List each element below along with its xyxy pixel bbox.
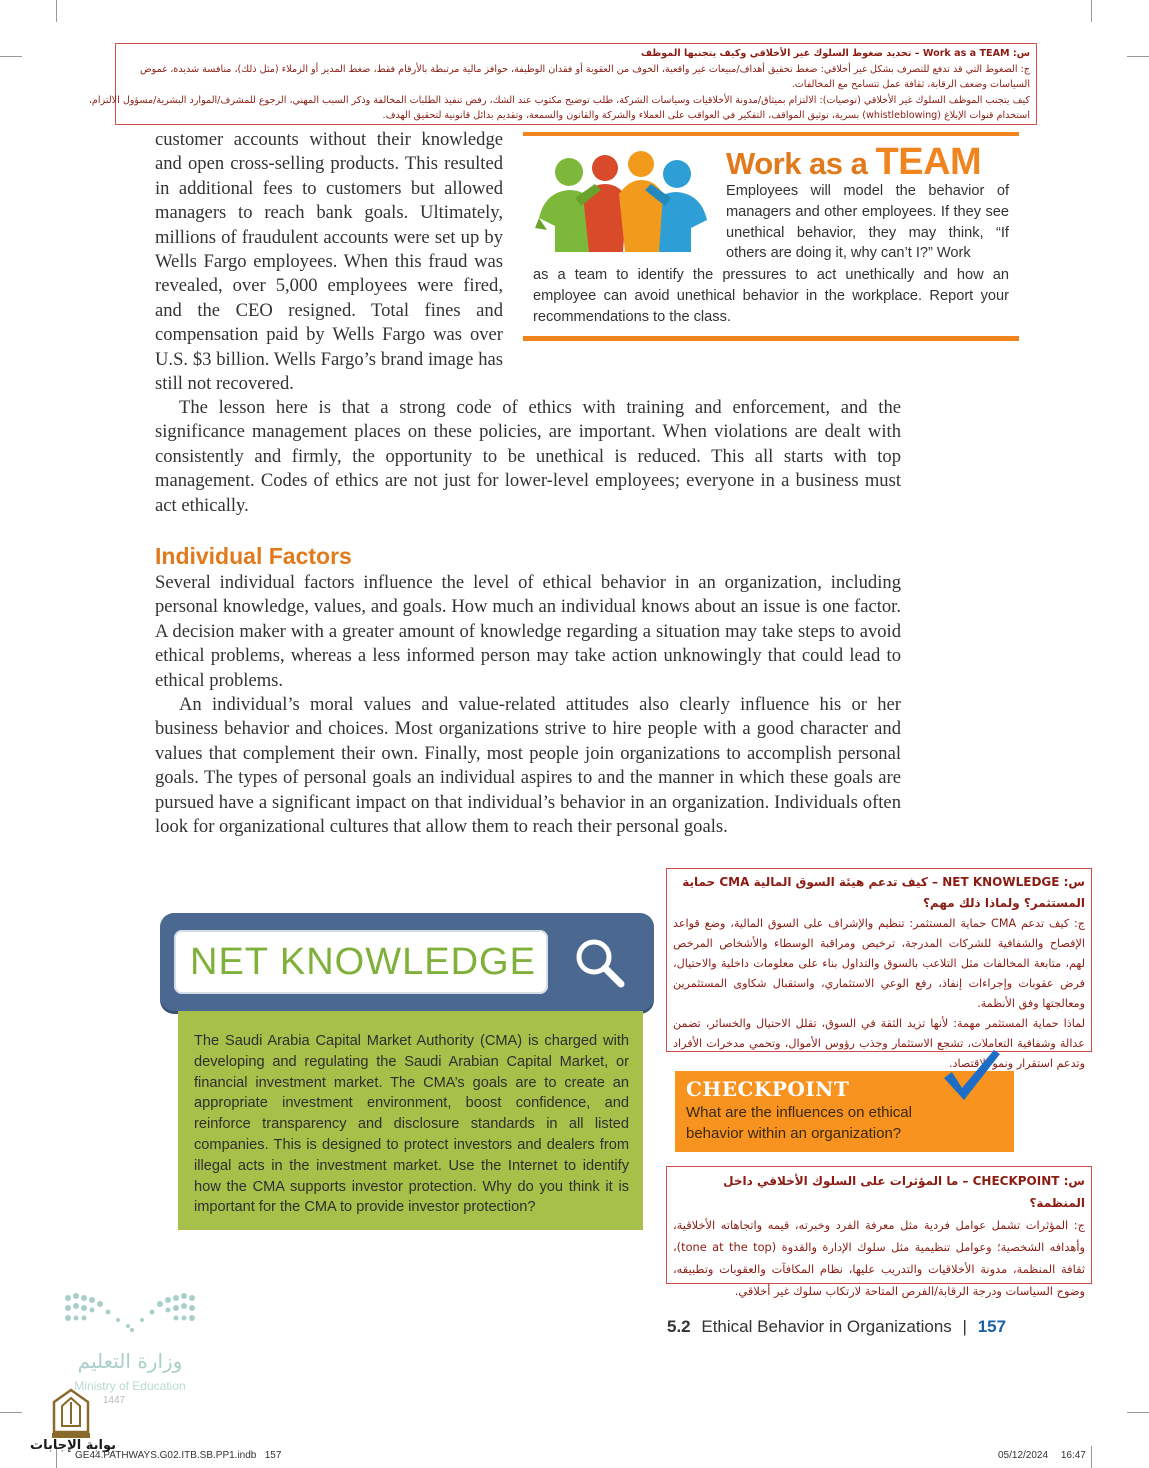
team-answer-note — [88, 43, 1037, 125]
checkpoint-answer-note — [666, 1166, 1092, 1298]
team-box-bottom-rule — [523, 336, 1019, 341]
search-input-text: NET KNOWLEDGE — [190, 941, 536, 983]
crop-mark — [1091, 1446, 1092, 1468]
ministry-year: 1447 — [102, 1395, 126, 1406]
section-heading: Individual Factors — [155, 543, 352, 569]
page-footer — [667, 1316, 1006, 1338]
checkpoint-title: CHECKPOINT — [686, 1077, 850, 1101]
team-box-text-bottom: as a team to identify the pressures to act unethically and how an employee can avoid unethical behavior in the workplace. Report your recommendations to the class. — [533, 267, 1009, 325]
team-box-title — [726, 141, 982, 183]
individual-paragraph-2: An individual’s moral values and value-related attitudes also clearly influence his or her business behavior and choices. Most organizations strive to hire people with a good character and values that complement their own. Finally, most people join organizations to accomplish personal goals. The types of personal goals an individual aspires to and the manner in which these goals are pursued have a significant impact on that individual’s behavior in an organization. Individuals often look for organizational cultures that allow them to reach their personal goals. — [155, 694, 901, 838]
crop-mark — [1127, 1412, 1149, 1413]
net-knowledge-search-bar — [160, 913, 654, 1011]
checkmark-icon — [940, 1048, 1002, 1104]
crop-mark — [56, 0, 57, 22]
footer-section: 5.2 — [667, 1317, 691, 1336]
page-number: 157 — [977, 1317, 1007, 1336]
ministry-name-english: Ministry of Education — [74, 1379, 186, 1393]
footer-title: Ethical Behavior in Organizations — [701, 1317, 952, 1336]
team-box — [523, 132, 1019, 344]
footer-separator: | — [962, 1317, 967, 1336]
note-answer: ج: كيف تدعم CMA حماية المستثمر: تنظيم والإشراف على السوق المالية، وضع قواعد الإفصاح والشفافية للشركات المدرجة، ترخيص ومراقبة الوسطاء والأشخاص المرخص لهم، متابعة المخالفات مثل التلاعب بالسوق والتداول بناء على معلومات داخلية والاحتيال، فرض عقوبات وإجراءات إنفاذ، رفع الوعي الاستثماري، واستقبال شكاوى المستثمرين ومعالجتها وفق الأنظمة. — [673, 917, 1085, 1010]
print-time: 16:47 — [1060, 1450, 1086, 1461]
watermark-text: بوابة الإجابات — [30, 1438, 116, 1453]
team-title-work: Work as a — [726, 146, 876, 181]
checkpoint-question: What are the influences on ethical behavior within an organization? — [686, 1104, 912, 1142]
note-answer: لماذا حماية المستثمر مهمة: لأنها تزيد الثقة في السوق، تقلل الاحتيال والخسائر، تضمن عدالة وشفافية التعاملات، تشجع الاستثمار وجذب رؤوس الأموال، وتحمي مدخرات الأفراد وتدعم استقرار ونمو الاقتصاد. — [673, 1017, 1085, 1070]
note-line: استخدام قنوات الإبلاغ (whistleblowing) بسرية، توثيق المواقف، التفكير في العواقب على العملاء والشركة والقانون والسمعة، وتقديم بدائل قانونية لتحقيق الهدف. — [382, 110, 1030, 121]
cma-answer-note — [666, 868, 1092, 1070]
note-question: س: CHECKPOINT – ما المؤثرات على السلوك الأخلاقي داخل المنظمة؟ — [723, 1174, 1085, 1210]
note-question: س: NET KNOWLEDGE – كيف تدعم هيئة السوق المالية CMA حماية المستثمر؟ ولماذا ذلك مهم؟ — [682, 875, 1085, 910]
magnifier-icon — [572, 935, 628, 991]
print-date-time — [998, 1449, 1086, 1463]
intro-paragraph: customer accounts without their knowledge and open cross-selling products. This resulted in additional fees to customers but allowed managers to reach bank goals. Ultimately, millions of fraudulent accounts were set up by Wells Fargo employees. When this fraud was revealed, over 5,000 employees were fired, and the CEO resigned. Total fines and compensation paid by Wells Fargo was over U.S. $3 billion. Wells Fargo’s brand image has still not recovered. — [155, 129, 503, 395]
note-answer: ج: المؤثرات تشمل عوامل فردية مثل معرفة الفرد وخبرته، قيمه واتجاهاته الأخلاقية، وأهدافه الشخصية؛ وعوامل تنظيمية مثل سلوك الإدارة والقدوة (tone at the top)، ثقافة المنظمة، مدونة الأخلاقيات والتدريب عليها، نظام المكافآت والعقوبات وتطبيقه، وضوح السياسات ودرجة الرقابة/الفرص المتاحة لارتكاب سلوك غير أخلاقي. — [673, 1218, 1085, 1298]
lesson-paragraph: The lesson here is that a strong code of ethics with training and enforcement, and the significance management places on these policies, are important. When violations are dealt with consistently and firmly, the opportunity to be unethical is reduced. This all starts with top management. Codes of ethics are not just for lower-level employees; everyone in a business must act ethically. — [155, 397, 901, 516]
crop-mark — [0, 1412, 22, 1413]
team-box-text-top: Employees will model the behavior of managers and other employees. If they see unethical behavior, they may think, “If others are doing it, why can’t I?” Work — [726, 183, 1009, 262]
print-date: 05/12/2024 — [998, 1450, 1049, 1461]
search-input — [174, 930, 548, 994]
team-box-top-rule — [523, 132, 1019, 136]
crop-mark — [1091, 0, 1092, 22]
ministry-logo-icon — [62, 1290, 198, 1338]
net-knowledge-box — [178, 1011, 643, 1230]
watermark-emblem-icon — [50, 1388, 92, 1440]
note-line: السياسات وضعف الرقابة، ثقافة عمل تتسامح مع المخالفات. — [791, 79, 1030, 90]
crop-mark — [1127, 56, 1149, 57]
net-knowledge-text: The Saudi Arabia Capital Market Authority (CMA) is charged with developing and regulating the Saudi Arabian Capital Market, or financial investment market. The CMA’s goals are to create an appropriate investment environment, boost confidence, and reinforce transparency and disclosure standards in all listed companies. This is designed to protect investors and dealers from illegal acts in the investment market. Use the Internet to identify how the CMA supports investor protection. Why do you think it is important for the CMA to provide investor protection? — [194, 1033, 629, 1216]
team-title-team: TEAM — [875, 141, 982, 183]
team-people-icon — [535, 148, 711, 256]
individual-paragraph-1: Several individual factors influence the level of ethical behavior in an organization, including personal knowledge, values, and goals. How much an individual knows about an issue is one factor. A decision maker with a greater amount of knowledge regarding a situation may take steps to avoid ethical problems, whereas a less informed person may take action unknowingly that could lead to ethical problems. — [155, 572, 901, 691]
note-line: كيف يتجنب الموظف السلوك غير الأخلاقي (توصيات): الالتزام بميثاق/مدونة الأخلاقيات وسياسات الشركة، طلب توضيح مكتوب عند الشك، رفض تنفيذ الطلبات المخالفة وذكر السبب المهني، الرجوع للمشرف/الموارد البشرية/مسؤول الالتزام، — [88, 94, 1030, 106]
crop-mark — [0, 56, 22, 57]
note-line: ج: الضغوط التي قد تدفع للتصرف بشكل غير أخلاقي: ضغط تحقيق أهداف/مبيعات غير واقعية، الخوف من العقوبة أو فقدان الوظيفة، حوافز مالية مرتبطة بالأرقام فقط، ضغط المدير أو الزملاء (مثل ذلك)، منافسة شديدة، غموض — [140, 63, 1030, 75]
note-line: س: Work as a TEAM – تحديد ضغوط السلوك غير الأخلاقي وكيف يتجنبها الموظف — [640, 48, 1030, 59]
ministry-name-arabic: وزارة التعليم — [77, 1349, 183, 1373]
print-file-info: GE44.PATHWAYS.G02.ITB.SB.PP1.indb 157 — [75, 1450, 282, 1461]
